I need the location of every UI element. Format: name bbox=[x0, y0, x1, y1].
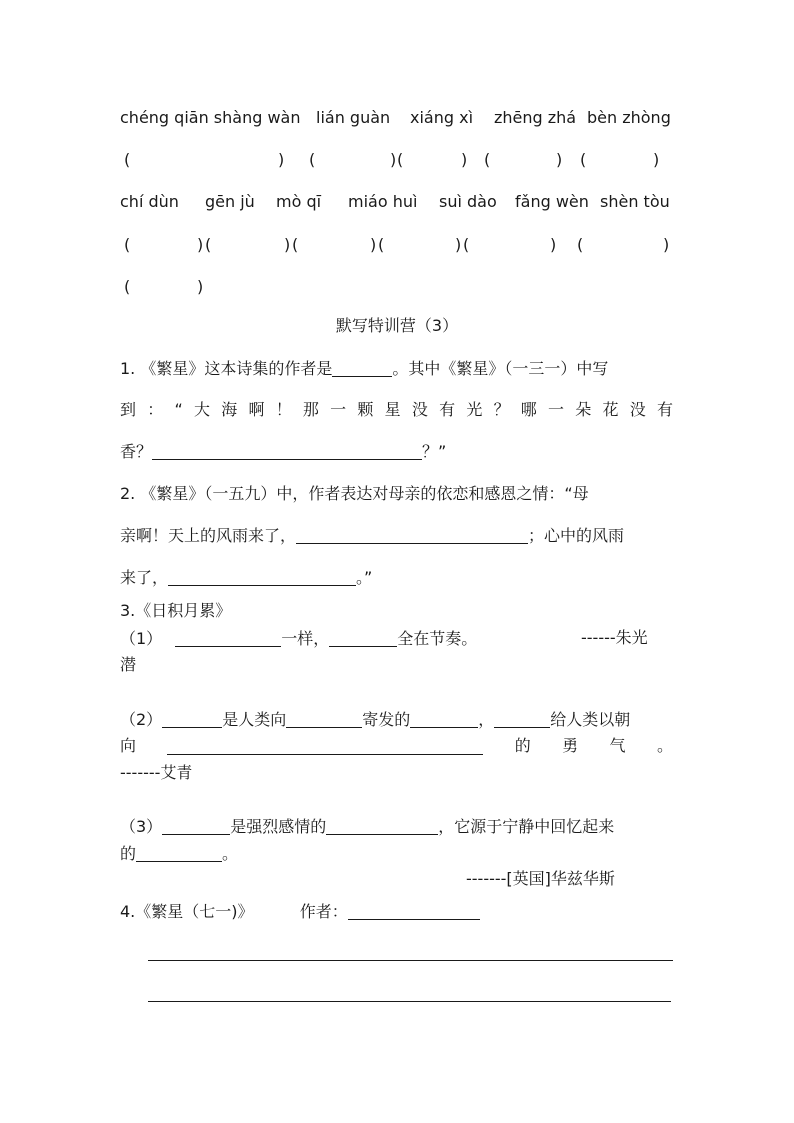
worksheet-page: chéng qiān shàng wàn lián guàn xiáng xì zhēng zhá bèn zhòng ( ) ( ) ( ) ( ) ( ) chí dùn gēn jù mò qī miáo huì suì dào fǎng wèn shèn tòu ( ) ( ) ( ) ( ) ( ) ( ) ( ) 默写特训营（3） 1. 《繁星》这本诗集的作者是 。其中《繁星》（一三一）中写 到 ： “ 大 海 啊 ！ 那 一 颗 星 没 有 光 ？ 哪 一 朵 花 没 有 香？ ？” 2. 《繁星》（一五九）中，作者表达对母亲的依恋和感恩之情：“母 亲啊！天上的风雨来了， ；心中的风雨 来了， 。” 3.《日积月累》 （1） 一样， 全在节奏。 ------朱光 潜 （2） 是人类向 寄发的 ， 给人类以朝 向 的 勇 气 。 -------艾青 （3） 是强烈感情的 ，它源于宁静中回忆起来 的 。 -------[英国]华兹华斯 4.《繁星（七一)》 作者： bbox=[0, 0, 794, 1123]
fill-blank[interactable] bbox=[410, 711, 478, 728]
fill-blank[interactable] bbox=[136, 845, 222, 862]
fill-blank[interactable] bbox=[162, 818, 230, 835]
pinyin-word: xiáng xì bbox=[410, 108, 474, 127]
fill-blank[interactable] bbox=[326, 818, 438, 835]
poem-char: 星 bbox=[384, 400, 401, 419]
poem-char: ！ bbox=[275, 400, 292, 419]
author-attribution: ------朱光 bbox=[581, 628, 648, 647]
pinyin-word: miáo huì bbox=[348, 192, 418, 211]
pinyin-word: bèn zhòng bbox=[587, 108, 671, 127]
section-title: 默写特训营（3） bbox=[335, 316, 459, 335]
poem-char: “ bbox=[174, 400, 183, 419]
pinyin-word: gēn jù bbox=[205, 192, 255, 211]
poem-char: 一 bbox=[330, 400, 347, 419]
poem-char: ： bbox=[147, 400, 164, 419]
poem-char: 哪 bbox=[520, 400, 537, 419]
poem-char: 朵 bbox=[575, 400, 592, 419]
pinyin-word: mò qī bbox=[276, 192, 322, 211]
poem-char: 那 bbox=[302, 400, 319, 419]
poem-char: 没 bbox=[411, 400, 428, 419]
author-fill-blank[interactable] bbox=[348, 903, 480, 920]
fill-blank[interactable] bbox=[162, 711, 222, 728]
fill-blank[interactable] bbox=[175, 630, 281, 647]
fill-blank[interactable] bbox=[152, 443, 422, 460]
author-attribution: -------艾青 bbox=[120, 763, 193, 782]
pinyin-word: lián guàn bbox=[316, 108, 391, 127]
poem-char: ？ bbox=[493, 400, 510, 419]
fill-blank[interactable] bbox=[296, 527, 528, 544]
fill-blank[interactable] bbox=[167, 738, 483, 755]
pinyin-word: zhēng zhá bbox=[494, 108, 577, 127]
pinyin-word: suì dào bbox=[439, 192, 497, 211]
fill-blank[interactable] bbox=[332, 360, 392, 377]
fill-blank[interactable] bbox=[168, 569, 356, 586]
pinyin-word: shèn tòu bbox=[600, 192, 670, 211]
author-attribution: -------[英国]华兹华斯 bbox=[466, 869, 615, 888]
pinyin-word: chí dùn bbox=[120, 192, 179, 211]
poem-char: 海 bbox=[221, 400, 238, 419]
writing-line[interactable] bbox=[148, 1001, 671, 1002]
question-1-line-2 bbox=[120, 402, 673, 418]
pinyin-word: fǎng wèn bbox=[515, 192, 589, 211]
poem-char: 有 bbox=[439, 400, 456, 419]
poem-char: 啊 bbox=[248, 400, 265, 419]
poem-char: 到 bbox=[120, 400, 137, 419]
writing-line[interactable] bbox=[148, 960, 673, 961]
poem-char: 大 bbox=[193, 400, 210, 419]
poem-char: 有 bbox=[656, 400, 673, 419]
poem-char: 颗 bbox=[357, 400, 374, 419]
fill-blank[interactable] bbox=[494, 711, 550, 728]
fill-blank[interactable] bbox=[329, 630, 397, 647]
poem-char: 一 bbox=[548, 400, 565, 419]
pinyin-word: chéng qiān shàng wàn bbox=[120, 108, 301, 127]
poem-char: 花 bbox=[602, 400, 619, 419]
poem-char: 光 bbox=[466, 400, 483, 419]
fill-blank[interactable] bbox=[286, 711, 362, 728]
poem-char: 没 bbox=[629, 400, 646, 419]
